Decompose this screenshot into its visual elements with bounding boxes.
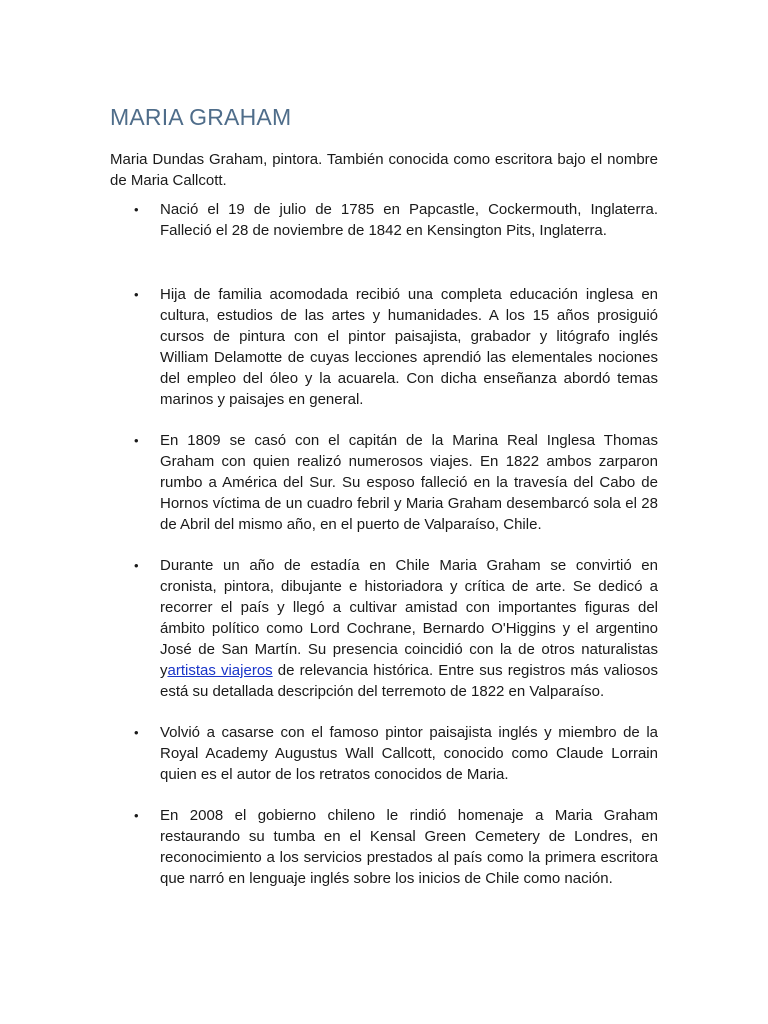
list-item-text: Volvió a casarse con el famoso pintor paisajista inglés y miembro de la Royal Academy Augustus Wall Callcott, conocido como Claude Lorrain quien es el autor de los retratos conocidos de Maria. [160, 724, 658, 783]
bullet-icon: • [134, 287, 139, 302]
list-item-text: En 1809 se casó con el capitán de la Marina Real Inglesa Thomas Graham con quien realizó numerosos viajes. En 1822 ambos zarparon rumbo a América del Sur. Su esposo falleció en la travesía del Cabo de Hornos víctima de un cuadro febril y Maria Graham desembarcó sola el 28 de Abril del mismo año, en el puerto de Valparaíso, Chile. [160, 432, 658, 533]
bullet-icon: • [134, 202, 139, 217]
list-item [110, 430, 658, 535]
bullet-icon: • [134, 808, 139, 823]
list-item [110, 555, 658, 702]
list-item-text: Nació el 19 de julio de 1785 en Papcastle, Cockermouth, Inglaterra. Falleció el 28 de noviembre de 1842 en Kensington Pits, Inglaterra. [160, 201, 658, 239]
intro-paragraph: Maria Dundas Graham, pintora. También conocida como escritora bajo el nombre de Maria Callcott. [110, 151, 658, 189]
bullet-icon: • [134, 725, 139, 740]
list-item-text-after-link: de relevancia histórica. Entre sus registros más valiosos está su detallada descripción del terremoto de 1822 en Valparaíso. [160, 662, 658, 700]
list-item [110, 722, 658, 785]
bullet-icon: • [134, 433, 139, 448]
artistas-viajeros-link[interactable]: artistas viajeros [167, 662, 273, 679]
list-item-text: Hija de familia acomodada recibió una completa educación inglesa en cultura, estudios de las artes y humanidades. A los 15 años prosiguió cursos de pintura con el pintor paisajista, grabador y litógrafo inglés William Delamotte de cuyas lecciones aprendió las elementales nociones del empleo del óleo y la acuarela. Con dicha enseñanza abordó temas marinos y paisajes en general. [160, 286, 658, 408]
document-page [110, 104, 658, 889]
list-item [110, 805, 658, 889]
list-item [110, 199, 658, 241]
page-title: MARIA GRAHAM [110, 104, 292, 130]
list-item [110, 284, 658, 410]
list-item-text-before-link: Durante un año de estadía en Chile Maria Graham se convirtió en cronista, pintora, dibujante e historiadora y crítica de arte. Se dedicó a recorrer el país y llegó a cultivar amistad con importantes figuras del ámbito político como Lord Cochrane, Bernardo O'Higgins y el argentino José de San Martín. Su presencia coincidió con la de otros naturalistas y [160, 557, 658, 679]
bullet-icon: • [134, 558, 139, 573]
bullet-list [110, 199, 658, 889]
list-item-text: En 2008 el gobierno chileno le rindió homenaje a Maria Graham restaurando su tumba en el Kensal Green Cemetery de Londres, en reconocimiento a los servicios prestados al país como la primera escritora que narró en lenguaje inglés sobre los inicios de Chile como nación. [160, 807, 658, 887]
